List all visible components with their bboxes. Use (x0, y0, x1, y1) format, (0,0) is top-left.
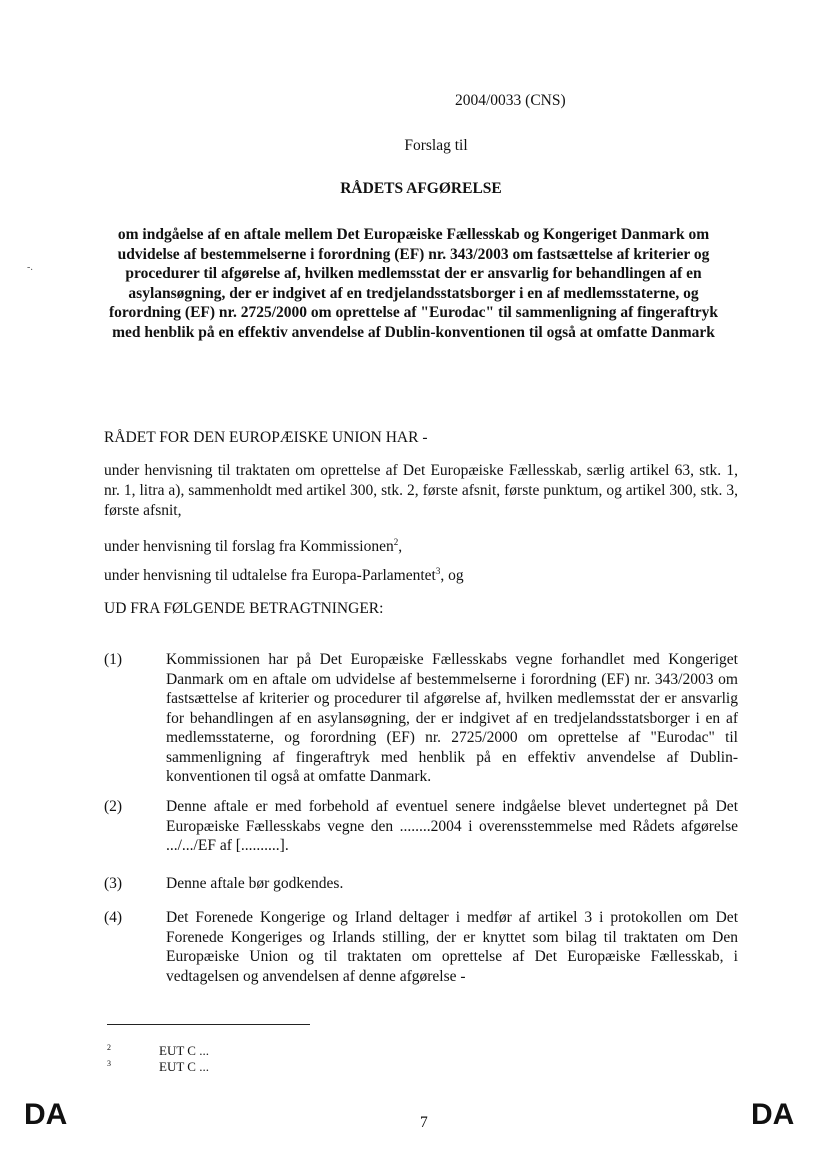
language-code-left: DA (24, 1098, 68, 1131)
recital-text: Denne aftale er med forbehold af eventuel senere indgåelse blevet undertegnet på Det Europæiske Fællesskabs vegne den ........2004 i overensstemmelse med Rådets afgørelse .../.../EF af [..........]. (166, 798, 738, 854)
recital-number: (4) (104, 909, 123, 926)
recital (104, 874, 738, 894)
page-number: 7 (420, 1114, 428, 1131)
recital-text: Denne aftale bør godkendes. (166, 875, 344, 892)
footnote (107, 1043, 209, 1059)
footnote-ref-2[interactable]: 2 (393, 536, 399, 547)
recital (104, 908, 738, 986)
considering-heading: UD FRA FØLGENDE BETRAGTNINGER: (104, 600, 384, 617)
scan-artifact: -. (27, 262, 33, 273)
footnote-text: EUT C ... (159, 1043, 209, 1058)
document-subject: om indgåelse af en aftale mellem Det Europæiske Fællesskab og Kongeriget Danmark om udvidelse af bestemmelserne i forordning (EF) nr. 343/2003 om fastsættelse af kriterier og procedurer til afgørelse af, hvilken medlemsstat der er ansvarlig for behandlingen af en asylansøgning, der er indgivet af en tredjelandsstatsborger i en af medlemsstaterne, og forordning (EF) nr. 2725/2000 om oprettelse af "Eurodac" til sammenligning af fingeraftryk med henblik på en effektiv anvendelse af Dublin-konventionen til også at omfatte Danmark (108, 226, 719, 341)
recital (104, 650, 738, 787)
language-code-right: DA (751, 1098, 795, 1131)
proposal-intro: Forslag til (404, 137, 468, 154)
recital-text: Det Forenede Kongerige og Irland deltager i medfør af artikel 3 i protokollen om Det Forenede Kongeriges og Irlands stilling, der er knyttet som bilag til traktaten om Den Europæiske Union og til traktaten om oprettelse af Det Europæiske Fællesskab, i vedtagelsen og anvendelsen af denne afgørelse - (166, 909, 738, 985)
footnote-text: EUT C ... (159, 1059, 209, 1074)
parliament-opinion-paragraph: under henvisning til udtalelse fra Europa-Parlamentet$^3$, og (104, 565, 464, 584)
footnote-number: 2 (107, 1043, 111, 1052)
council-heading: RÅDET FOR DEN EUROPÆISKE UNION HAR - (104, 429, 428, 446)
recital-number: (2) (104, 798, 123, 815)
recital-text: Kommissionen har på Det Europæiske Fællesskabs vegne forhandlet med Kongeriget Danmark om en aftale om udvidelse af bestemmelserne i forordning (EF) nr. 343/2003 om fastsættelse af kriterier og procedurer til afgørelse af, hvilken medlemsstat der er ansvarlig for behandlingen af en asylansøgning, der er indgivet af en tredjelandsstatsborger i en af medlemsstaterne, og forordning (EF) nr. 2725/2000 om oprettelse af "Eurodac" til sammenligning af fingeraftryk med henblik på en effektiv anvendelse af Dublin-konventionen til også at omfatte Danmark. (166, 651, 738, 785)
procedure-reference: 2004/0033 (CNS) (455, 92, 566, 109)
recital-number: (3) (104, 875, 123, 892)
footnote-divider (107, 1024, 310, 1025)
footnote-number: 3 (107, 1059, 111, 1068)
recital (104, 797, 738, 856)
document-title: RÅDETS AFGØRELSE (340, 180, 502, 197)
commission-proposal-paragraph: under henvisning til forslag fra Kommissionen$^2$, (104, 536, 403, 555)
footnote (107, 1059, 209, 1075)
recital-number: (1) (104, 651, 123, 668)
legal-basis-paragraph: under henvisning til traktaten om oprettelse af Det Europæiske Fællesskab, særlig artikel 63, stk. 1, nr. 1, litra a), sammenholdt med artikel 300, stk. 2, første afsnit, første punktum, og artikel 300, stk. 3, første afsnit, (104, 462, 738, 519)
footnote-ref-3[interactable]: 3 (435, 565, 441, 576)
